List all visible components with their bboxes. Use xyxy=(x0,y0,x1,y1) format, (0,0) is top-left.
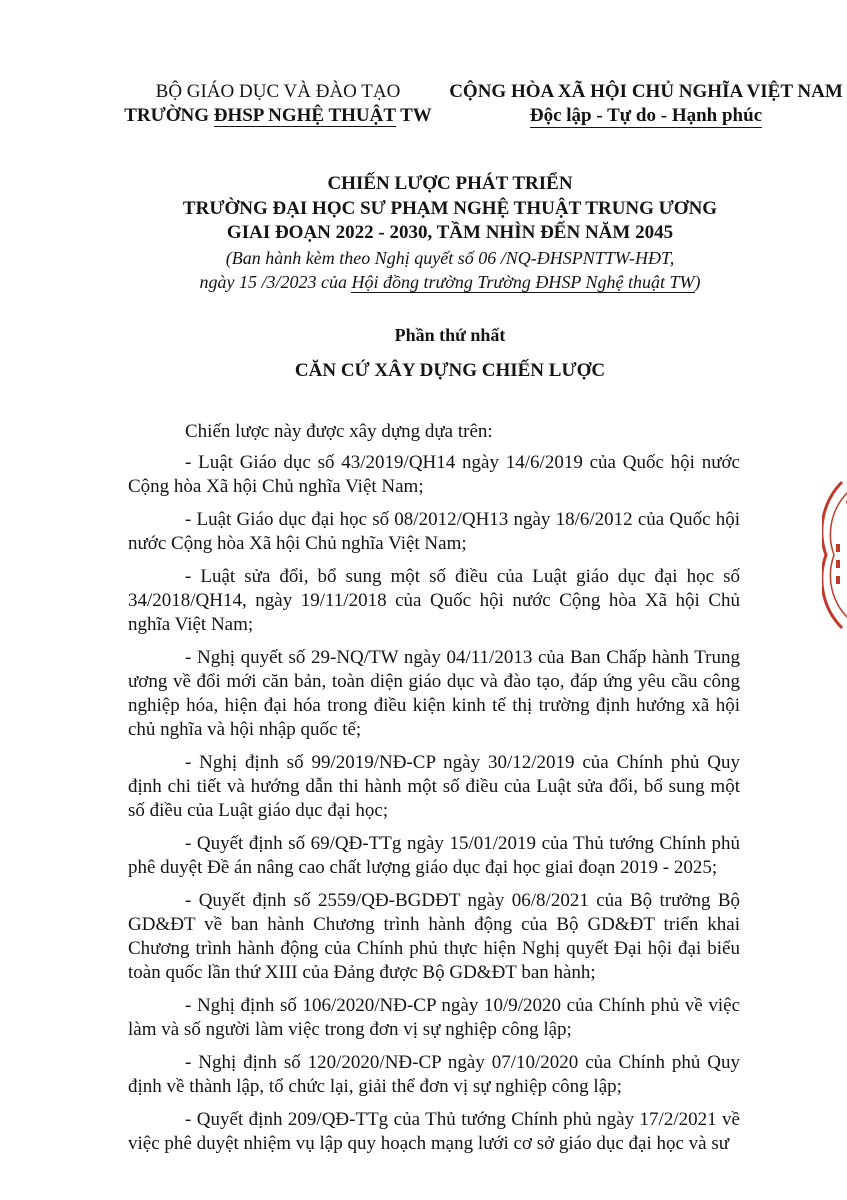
school-name xyxy=(124,104,432,128)
part-title: CĂN CỨ XÂY DỰNG CHIẾN LƯỢC xyxy=(294,360,606,381)
issuing-agency xyxy=(118,80,438,128)
basis-item-9: - Nghị định số 120/2020/NĐ-CP ngày 07/10/2020 của Chính phủ Quy định về thành lập, tổ chức lại, giải thể đơn vị sự nghiệp công lập; xyxy=(128,1052,740,1097)
subtitle-line-2 xyxy=(100,270,800,294)
basis-item-3: - Luật sửa đổi, bổ sung một số điều của Luật giáo dục đại học số 34/2018/QH14, ngày 19/11/2018 của Quốc hội nước Cộng hòa Xã hội Chủ nghĩa Việt Nam; xyxy=(128,566,740,635)
part-label: Phần thứ nhất xyxy=(394,325,506,345)
intro-paragraph: Chiến lược này được xây dựng dựa trên: xyxy=(185,421,493,442)
subtitle-post: ) xyxy=(694,271,701,292)
basis-item-7: - Quyết định số 2559/QĐ-BGDĐT ngày 06/8/2021 của Bộ trưởng Bộ GD&ĐT về ban hành Chương trình hành động của Bộ GD&ĐT triển khai Chương trình hành động của Chính phủ thực hiện Nghị quyết Đại hội đại biểu toàn quốc lần thứ XIII của Đảng được Bộ GD&ĐT ban hành; xyxy=(128,890,740,983)
school-name-post: TW xyxy=(395,105,432,126)
basis-item-8: - Nghị định số 106/2020/NĐ-CP ngày 10/9/2020 của Chính phủ về việc làm và số người làm việc trong đơn vị sự nghiệp công lập; xyxy=(128,995,740,1040)
basis-item-1: - Luật Giáo dục số 43/2019/QH14 ngày 14/6/2019 của Quốc hội nước Cộng hòa Xã hội Chủ nghĩa Việt Nam; xyxy=(128,452,740,497)
country-name: CỘNG HÒA XÃ HỘI CHỦ NGHĨA VIỆT NAM xyxy=(449,81,843,102)
subtitle-underlined: Hội đồng trường Trường ĐHSP Nghệ thuật TW xyxy=(351,271,695,292)
school-name-pre: TRƯỜNG xyxy=(124,105,214,126)
title-line-1: CHIẾN LƯỢC PHÁT TRIỂN xyxy=(327,173,573,194)
basis-item-5: - Nghị định số 99/2019/NĐ-CP ngày 30/12/2019 của Chính phủ Quy định chi tiết và hướng dẫn thi hành một số điều của Luật sửa đổi, bổ sung một số điều của Luật giáo dục đại học; xyxy=(128,752,740,821)
ministry-name: BỘ GIÁO DỤC VÀ ĐÀO TẠO xyxy=(155,81,401,102)
basis-item-10: - Quyết định 209/QĐ-TTg của Thủ tướng Chính phủ ngày 17/2/2021 về việc phê duyệt nhiệm vụ lập quy hoạch mạng lưới cơ sở giáo dục đại học và sư xyxy=(128,1109,740,1154)
red-stamp-fragment-icon xyxy=(822,480,847,630)
subtitle-line-1: (Ban hành kèm theo Nghị quyết số 06 /NQ-ĐHSPNTTW-HĐT, xyxy=(225,247,675,268)
body-text xyxy=(128,420,740,1165)
basis-item-4: - Nghị quyết số 29-NQ/TW ngày 04/11/2013 của Ban Chấp hành Trung ương về đổi mới căn bản, toàn diện giáo dục và đào tạo, đáp ứng yêu cầu công nghiệp hóa, hiện đại hóa trong điều kiện kinh tế thị trường định hướng xã hội chủ nghĩa và hội nhập quốc tế; xyxy=(128,647,740,740)
motto: Độc lập - Tự do - Hạnh phúc xyxy=(529,105,763,126)
title-line-2: TRƯỜNG ĐẠI HỌC SƯ PHẠM NGHỆ THUẬT TRUNG ƯƠNG xyxy=(182,197,718,219)
basis-item-6: - Quyết định số 69/QĐ-TTg ngày 15/01/2019 của Thủ tướng Chính phủ phê duyệt Đề án nâng cao chất lượng giáo dục đại học giai đoạn 2019 - 2025; xyxy=(128,833,740,878)
subtitle-pre: ngày 15 /3/2023 của xyxy=(199,271,352,292)
school-name-underlined: ĐHSP NGHỆ THUẬT xyxy=(213,105,396,126)
national-motto xyxy=(440,80,847,128)
basis-item-2: - Luật Giáo dục đại học số 08/2012/QH13 ngày 18/6/2012 của Quốc hội nước Cộng hòa Xã hội Chủ nghĩa Việt Nam; xyxy=(128,509,740,554)
document-title xyxy=(100,172,800,294)
title-line-3: GIAI ĐOẠN 2022 - 2030, TẦM NHÌN ĐẾN NĂM 2045 xyxy=(226,222,674,243)
part-heading xyxy=(100,323,800,383)
